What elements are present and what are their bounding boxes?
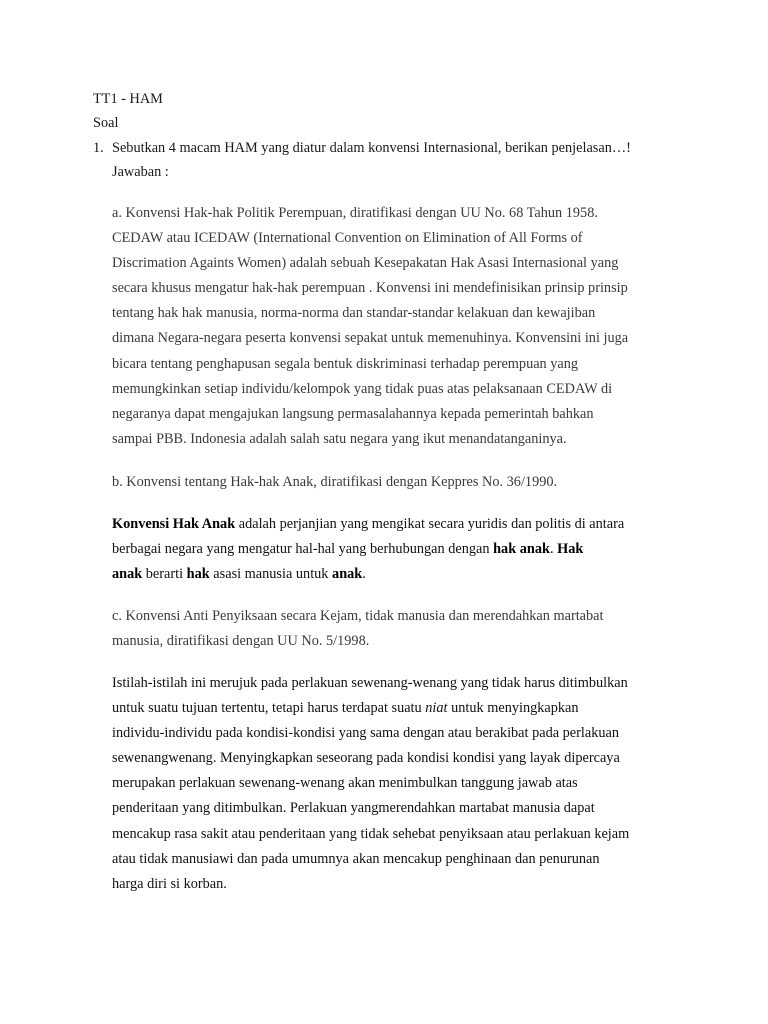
paragraph-line: b. Konvensi tentang Hak-hak Anak, diratifikasi dengan Keppres No. 36/1990.: [112, 474, 558, 490]
answer-c-heading: [112, 604, 692, 654]
text-run: asasi manusia untuk: [209, 566, 333, 583]
paragraph-line: tentang hak hak manusia, norma-norma dan standar-standar kelakuan dan kewajiban: [112, 305, 596, 322]
text-run: berbagai negara yang mengatur hal-hal yang berhubungan dengan: [112, 541, 494, 558]
question-number: 1.: [93, 140, 104, 156]
bold-term: Hak: [557, 541, 584, 558]
paragraph-line: negaranya dapat mengajukan langsung permasalahannya kepada pemerintah bahkan: [112, 405, 594, 422]
italic-term: niat: [425, 700, 448, 717]
answer-b-heading: [112, 470, 692, 495]
question-text: Sebutkan 4 macam HAM yang diatur dalam konvensi Internasional, berikan penjelasan…!: [112, 140, 631, 156]
paragraph-line: [112, 537, 692, 562]
paragraph-line: c. Konvensi Anti Penyiksaan secara Kejam, tidak manusia dan merendahkan martabat: [112, 608, 604, 624]
paragraph-line: Discrimation Againts Women) adalah sebuah Kesepakatan Hak Asasi Internasional yang: [112, 255, 619, 272]
text-run: adalah perjanjian yang mengikat secara yuridis dan politis di antara: [235, 516, 625, 532]
paragraph-line: memungkinkan setiap individu/kelompok yang tidak puas atas pelaksanaan CEDAW di: [112, 380, 613, 397]
paragraph-line: merupakan perlakuan sewenang-wenang akan menimbulkan tanggung jawab atas: [112, 775, 578, 792]
paragraph-line: [112, 696, 692, 721]
paragraph-line: [112, 562, 692, 587]
paragraph-line: manusia, diratifikasi dengan UU No. 5/1998.: [112, 633, 370, 650]
bold-term: hak anak: [493, 541, 550, 558]
text-run: .: [362, 566, 366, 583]
answer-c-paragraph: [112, 671, 692, 897]
text-run: untuk suatu tujuan tertentu, tetapi harus terdapat suatu: [112, 700, 426, 717]
paragraph-line: mencakup rasa sakit atau penderitaan yang tidak sehebat penyiksaan atau perlakuan kejam: [112, 825, 630, 842]
paragraph-line: sewenangwenang. Menyingkapkan seseorang pada kondisi kondisi yang layak dipercaya: [112, 750, 620, 767]
paragraph-line: harga diri si korban.: [112, 875, 227, 892]
paragraph-line: CEDAW atau ICEDAW (International Convention on Elimination of All Forms of: [112, 230, 583, 247]
paragraph-line: atau tidak manusiawi dan pada umumnya akan mencakup penghinaan dan penurunan: [112, 850, 600, 867]
bold-term: Konvensi Hak Anak: [112, 516, 236, 532]
bold-term: anak: [332, 566, 363, 583]
bold-term: hak: [186, 566, 210, 583]
section-label-soal: Soal: [93, 115, 119, 131]
paragraph-line: dimana Negara-negara peserta konvensi sepakat untuk memenuhinya. Konvensini ini juga: [112, 330, 629, 347]
answer-label: Jawaban :: [112, 164, 169, 180]
paragraph-line: bicara tentang penghapusan segala bentuk diskriminasi terhadap perempuan yang: [112, 355, 579, 372]
text-run: berarti: [142, 566, 187, 583]
text-run: .: [549, 541, 558, 558]
document-title: TT1 - HAM: [93, 91, 163, 107]
paragraph-line: penderitaan yang ditimbulkan. Perlakuan yangmerendahkan martabat manusia dapat: [112, 800, 595, 817]
paragraph-line: secara khusus mengatur hak-hak perempuan . Konvensi ini mendefinisikan prinsip prinsip: [112, 280, 628, 297]
paragraph-line: individu-individu pada kondisi-kondisi yang sama dengan atau berakibat pada perlakuan: [112, 725, 620, 742]
paragraph-line: [112, 512, 692, 537]
answer-a-paragraph: [112, 201, 692, 452]
bold-term: anak: [112, 566, 143, 583]
paragraph-line: sampai PBB. Indonesia adalah salah satu negara yang ikut menandatanganinya.: [112, 430, 567, 447]
answer-b-paragraph: [112, 512, 692, 587]
text-run: untuk menyingkapkan: [447, 700, 579, 717]
paragraph-line: Istilah-istilah ini merujuk pada perlakuan sewenang-wenang yang tidak harus ditimbulkan: [112, 675, 628, 691]
paragraph-line: a. Konvensi Hak-hak Politik Perempuan, diratifikasi dengan UU No. 68 Tahun 1958.: [112, 205, 598, 221]
